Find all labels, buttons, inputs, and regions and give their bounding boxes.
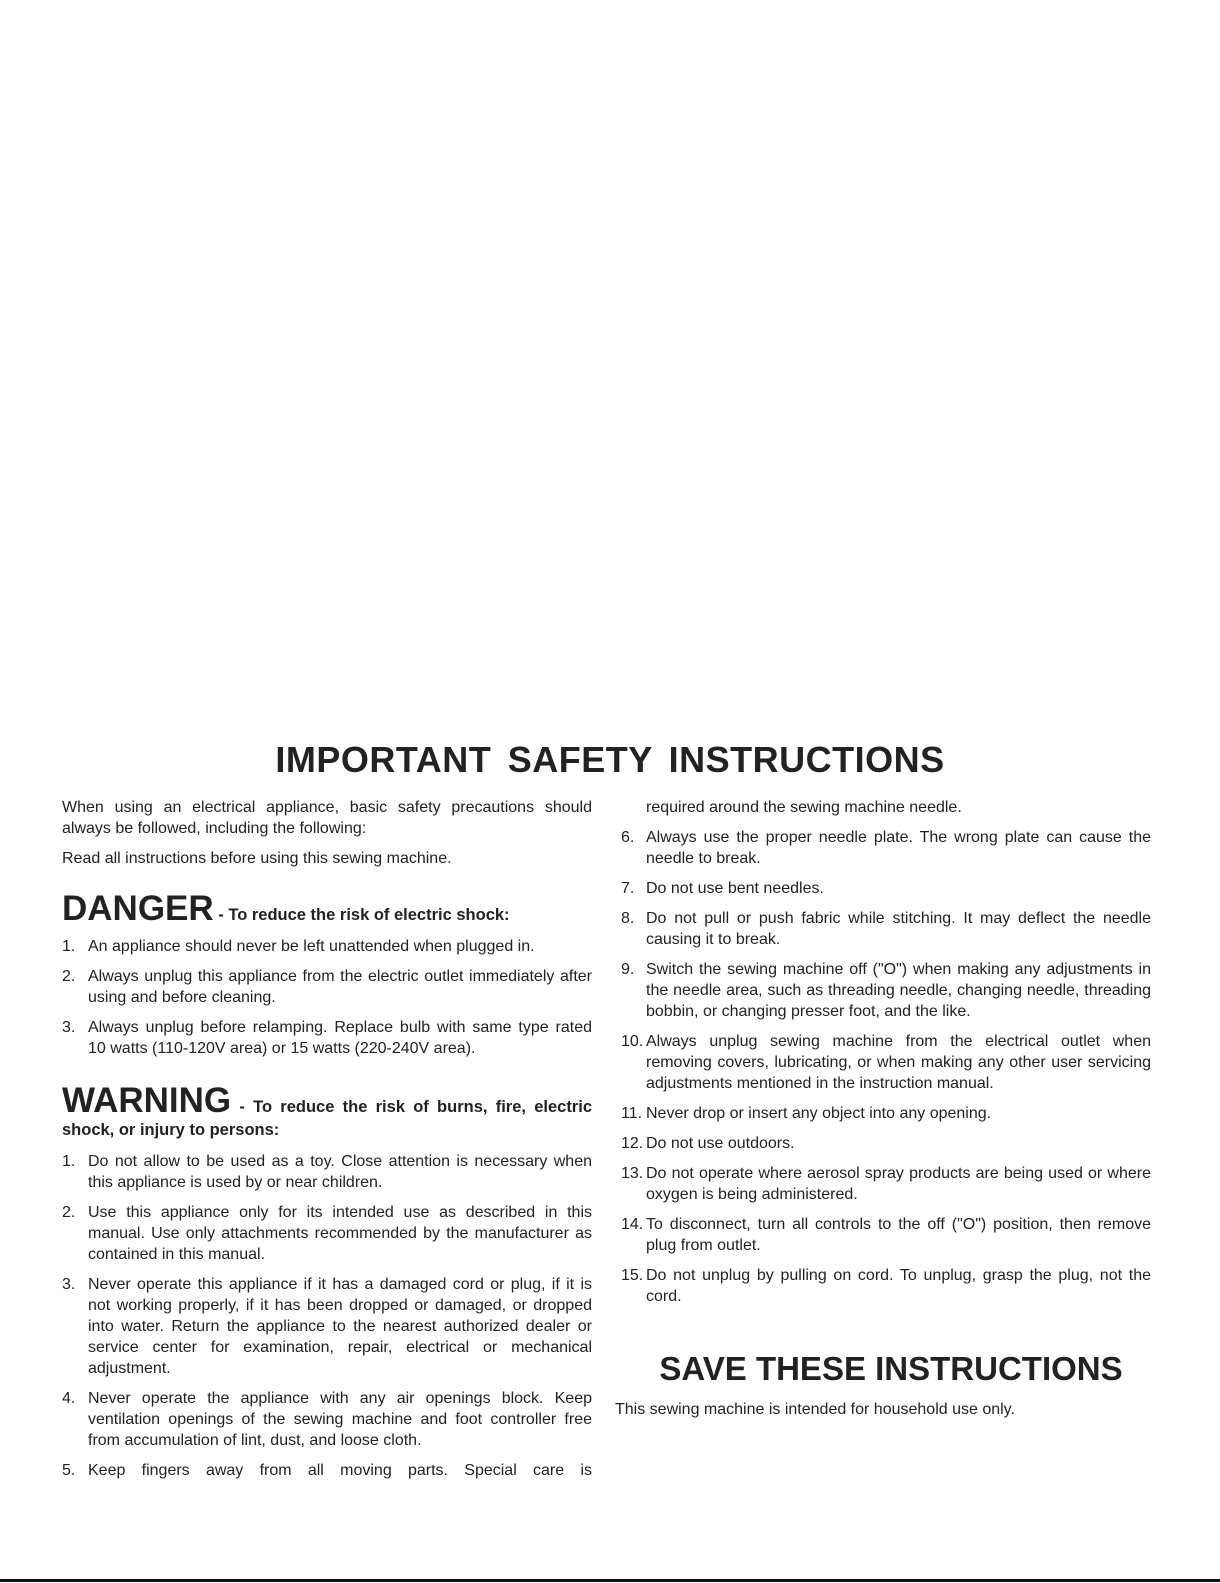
item-number: 14. — [621, 1216, 644, 1233]
save-instructions-heading: SAVE THESE INSTRUCTIONS — [659, 1350, 1123, 1387]
danger-heading — [62, 891, 592, 927]
item-number: 4. — [62, 1390, 76, 1407]
list-item — [621, 827, 1151, 869]
warning-list-continued — [621, 797, 1151, 1307]
item-number: 10. — [621, 1033, 644, 1050]
danger-word: DANGER — [62, 889, 214, 928]
list-item — [621, 908, 1151, 950]
list-item — [621, 1265, 1151, 1307]
warning-subtitle: - To reduce the risk of burns, fire, electric shock, or injury to persons: — [62, 1098, 592, 1139]
list-item-continued — [621, 797, 1151, 818]
warning-heading — [62, 1083, 592, 1142]
item-text: Do not use outdoors. — [646, 1135, 795, 1152]
item-text: Keep fingers away from all moving parts. Special care is — [88, 1462, 592, 1479]
item-number: 7. — [621, 880, 635, 897]
list-item — [621, 1103, 1151, 1124]
warning-word: WARNING — [62, 1081, 232, 1120]
item-text: Do not operate where aerosol spray products are being used or where oxygen is being administered. — [646, 1165, 1151, 1203]
item-text: required around the sewing machine needle. — [646, 799, 962, 816]
item-text: Never operate the appliance with any air openings block. Keep ventilation openings of the sewing machine and foot controller free from accumulation of lint, dust, and loose cloth. — [88, 1390, 592, 1449]
item-number: 3. — [62, 1276, 76, 1293]
item-number: 12. — [621, 1135, 644, 1152]
read-instructions-note: Read all instructions before using this sewing machine. — [62, 850, 452, 867]
list-item — [62, 1460, 592, 1481]
item-text: Do not pull or push fabric while stitching. It may deflect the needle causing it to break. — [646, 910, 1151, 948]
item-number: 5. — [62, 1462, 76, 1479]
item-text: Do not allow to be used as a toy. Close attention is necessary when this appliance is used by or near children. — [88, 1153, 592, 1191]
item-text: Always use the proper needle plate. The wrong plate can cause the needle to break. — [646, 829, 1151, 867]
item-number: 9. — [621, 961, 635, 978]
bottom-rule — [0, 1579, 1220, 1582]
list-item — [621, 878, 1151, 899]
list-item — [621, 1163, 1151, 1205]
left-column — [62, 797, 592, 1490]
item-text: Do not use bent needles. — [646, 880, 824, 897]
list-item — [62, 966, 592, 1008]
item-number: 8. — [621, 910, 635, 927]
item-text: Never drop or insert any object into any opening. — [646, 1105, 992, 1122]
page-title: IMPORTANT SAFETY INSTRUCTIONS — [275, 739, 945, 780]
item-text: Always unplug sewing machine from the electrical outlet when removing covers, lubricating, or when making any other user servicing adjustments mentioned in the instruction manual. — [646, 1033, 1151, 1092]
right-column — [615, 797, 1151, 1420]
item-number: 1. — [62, 1153, 76, 1170]
item-number: 1. — [62, 938, 76, 955]
list-item — [621, 1133, 1151, 1154]
item-text: Do not unplug by pulling on cord. To unplug, grasp the plug, not the cord. — [646, 1267, 1151, 1305]
danger-list — [62, 936, 592, 1059]
household-use-note: This sewing machine is intended for household use only. — [615, 1401, 1015, 1418]
item-text: An appliance should never be left unattended when plugged in. — [88, 938, 535, 955]
item-text: Always unplug this appliance from the electric outlet immediately after using and before cleaning. — [88, 968, 592, 1006]
list-item — [62, 1388, 592, 1451]
item-text: Switch the sewing machine off ("O") when making any adjustments in the needle area, such as threading needle, changing needle, threading bobbin, or changing presser foot, and the like. — [646, 961, 1151, 1020]
list-item — [621, 1031, 1151, 1094]
item-number: 6. — [621, 829, 635, 846]
item-text: Never operate this appliance if it has a damaged cord or plug, if it is not working properly, if it has been dropped or damaged, or dropped into water. Return the appliance to the nearest authorized dealer or service center for examination, repair, electrical or mechanical adjustment. — [88, 1276, 592, 1377]
item-number: 13. — [621, 1165, 644, 1182]
list-item — [62, 1017, 592, 1059]
item-text: Always unplug before relamping. Replace bulb with same type rated 10 watts (110-120V area) or 15 watts (220-240V area). — [88, 1019, 592, 1057]
item-number: 2. — [62, 968, 76, 985]
item-number: 3. — [62, 1019, 76, 1036]
list-item — [62, 1151, 592, 1193]
warning-list — [62, 1151, 592, 1481]
item-text: To disconnect, turn all controls to the off ("O") position, then remove plug from outlet. — [646, 1216, 1151, 1254]
list-item — [62, 1274, 592, 1379]
list-item — [62, 1202, 592, 1265]
list-item — [621, 959, 1151, 1022]
intro-paragraph: When using an electrical appliance, basic safety precautions should always be followed, including the following: — [62, 799, 592, 837]
danger-subtitle: - To reduce the risk of electric shock: — [213, 906, 510, 924]
list-item — [62, 936, 592, 957]
item-text: Use this appliance only for its intended use as described in this manual. Use only attachments recommended by the manufacturer as contained in this manual. — [88, 1204, 592, 1263]
item-number: 15. — [621, 1267, 644, 1284]
list-item — [621, 1214, 1151, 1256]
item-number: 2. — [62, 1204, 76, 1221]
item-number: 11. — [621, 1105, 643, 1122]
